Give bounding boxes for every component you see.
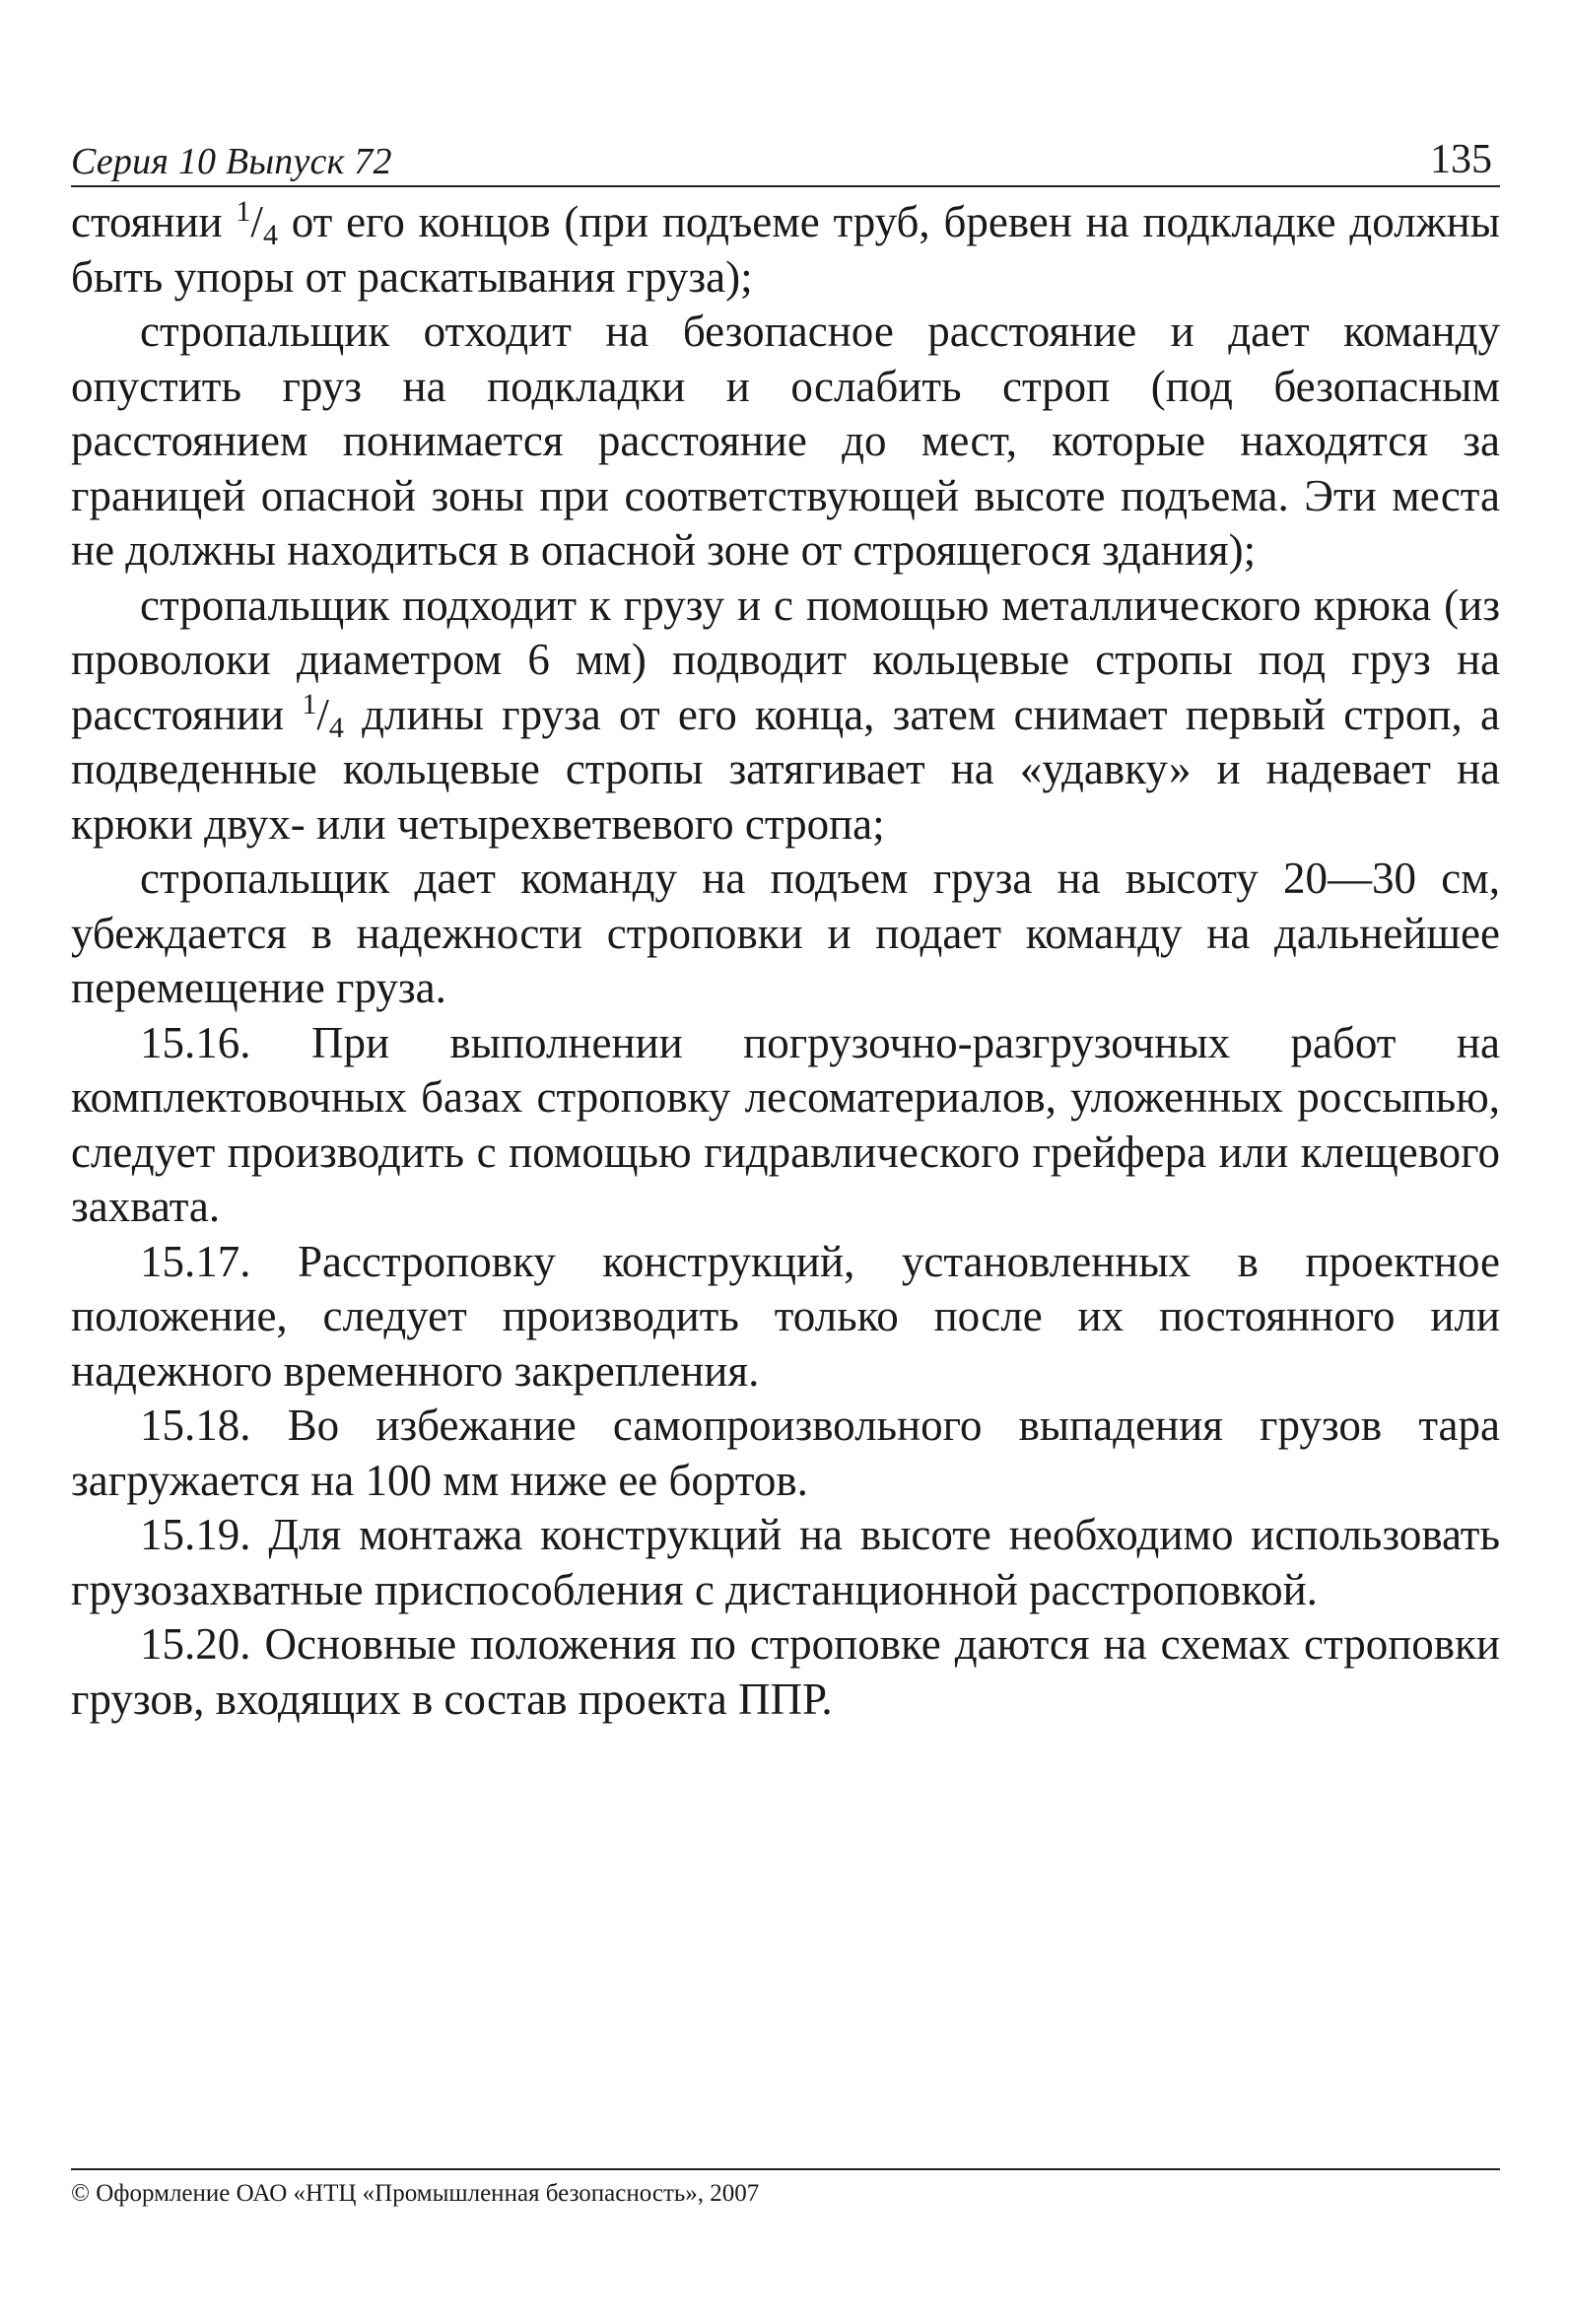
paragraph-3-end: длины груза от его конца, затем снимает первый строп, а подведенные кольцевые стропы затягивает на «удавку» и надевает на крюки двух- или четырехветвевого стропа; — [71, 689, 1500, 849]
paragraph-15-16: 15.16. При выполнении погрузочно-разгрузочных работ на комплектовочных базах строповку лесоматериалов, уложенных россыпью, следует производить с помощью гидравлического грейфера или клещевого захвата. — [71, 1017, 1500, 1231]
page — [71, 126, 1500, 1727]
fraction-slash: / — [250, 197, 263, 246]
fraction-numerator: 1 — [236, 195, 251, 228]
paragraph-15-18: 15.18. Во избежание самопроизвольного выпадения грузов тара загружается на 100 мм ниже ее бортов. — [71, 1401, 1500, 1505]
fraction-numerator: 1 — [302, 687, 317, 720]
paragraph-2: стропальщик отходит на безопасное расстояние и дает команду опустить груз на подкладки и ослабить строп (под безопасным расстоянием понимается расстояние до мест, которые находятся за границей опасной зоны при соответствующей высоте подъема. Эти места не должны находиться в опасной зоне от строящегося здания); — [71, 307, 1500, 575]
fraction-denominator: 4 — [262, 219, 278, 251]
fraction-slash: / — [316, 689, 329, 739]
paragraph-3 — [71, 579, 1500, 853]
paragraph-15-17: 15.17. Расстроповку конструкций, установленных в проектное положение, следует производить только после их постоянного или надежного временного закрепления. — [71, 1236, 1500, 1396]
series-title: Серия 10 Выпуск 72 — [71, 141, 392, 182]
paragraph-4: стропальщик дает команду на подъем груза на высоту 20—30 см, убеждается в надежности строповки и подает команду на дальнейшее перемещение груза. — [71, 854, 1500, 1012]
page-number: 135 — [1430, 137, 1492, 182]
fraction-one-quarter — [236, 195, 278, 251]
copyright-footer: © Оформление ОАО «НТЦ «Промышленная безопасность», 2007 — [71, 2168, 1500, 2208]
paragraph-1-end: от его концов (при подъеме труб, бревен на подкладке должны быть упоры от раскатывания груза); — [71, 197, 1501, 302]
running-header — [71, 126, 1500, 187]
paragraph-1 — [71, 195, 1500, 305]
body-text — [71, 195, 1500, 1727]
paragraph-3-start: стропальщик подходит к грузу и с помощью металлического крюка (из проволоки диаметром 6 мм) подводит кольцевые стропы под груз на расстоянии — [71, 580, 1500, 739]
fraction-one-quarter — [302, 687, 344, 744]
paragraph-1-start: стоянии — [71, 197, 237, 246]
paragraph-15-20: 15.20. Основные положения по строповке даются на схемах строповки грузов, входящих в состав проекта ППР. — [71, 1619, 1500, 1724]
paragraph-15-19: 15.19. Для монтажа конструкций на высоте необходимо использовать грузозахватные приспособления с дистанционной расстроповкой. — [71, 1510, 1500, 1614]
fraction-denominator: 4 — [328, 711, 344, 744]
